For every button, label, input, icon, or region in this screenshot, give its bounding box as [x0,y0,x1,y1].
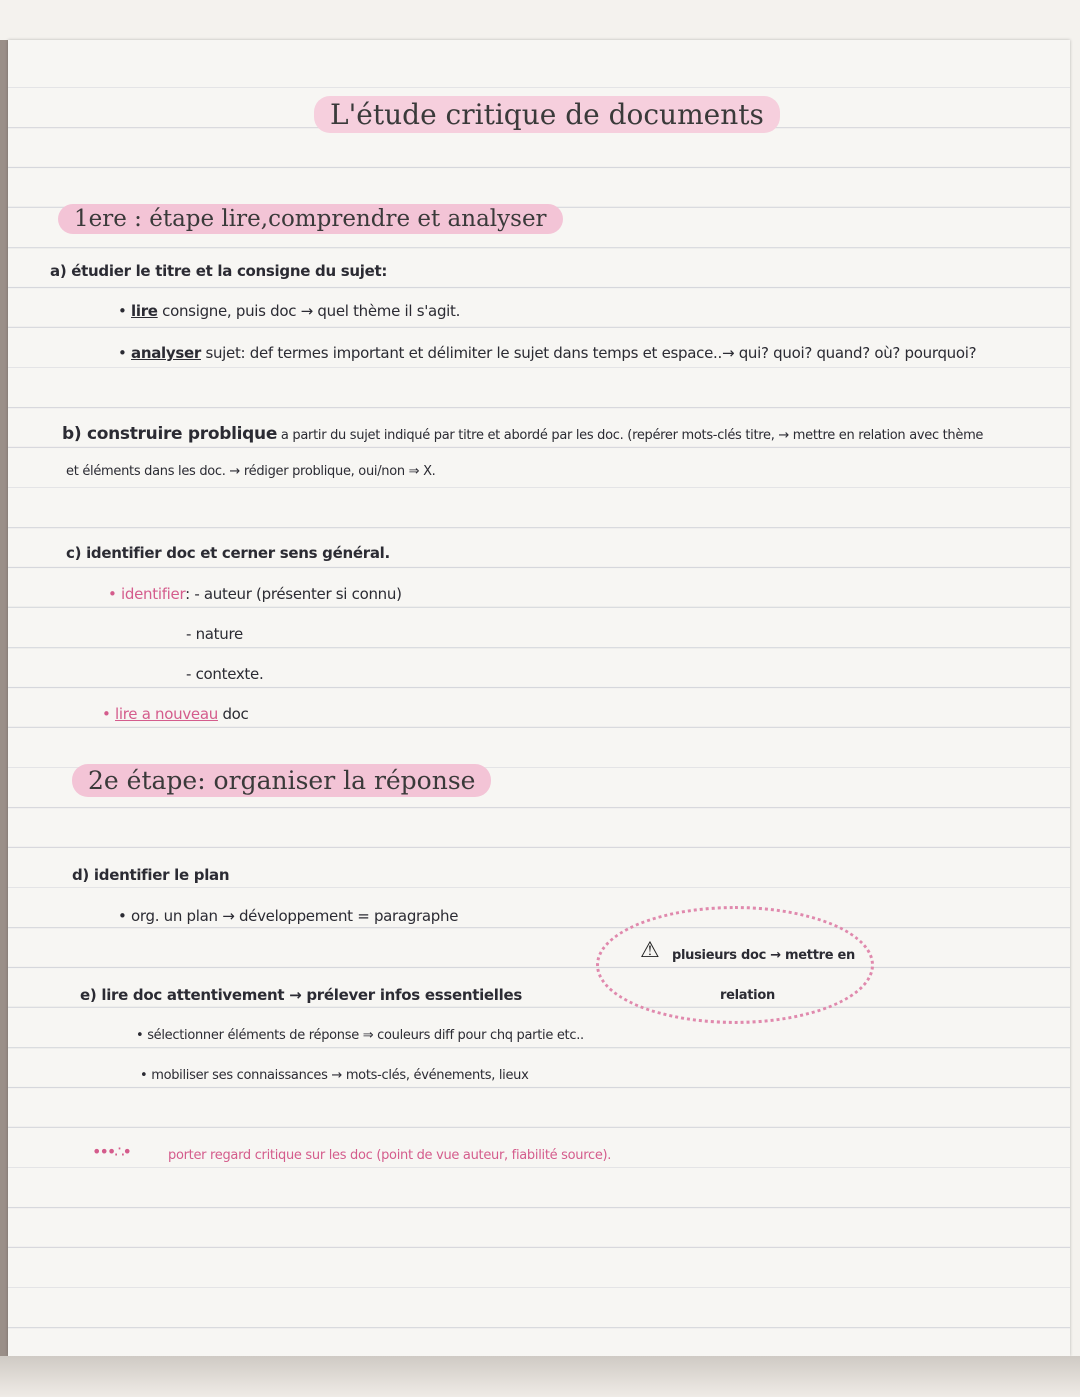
item-e-line1-text: sélectionner éléments de réponse ⇒ couleurs diff pour chq partie etc.. [147,1028,584,1043]
item-e-line1: • sélectionner éléments de réponse ⇒ couleurs diff pour chq partie etc.. [136,1028,584,1043]
item-a-line2: • analyser sujet: def termes important et délimiter le sujet dans temps et espace..→ qui? quoi? quand? où? pourquoi? [118,344,977,362]
section-2-heading: 2e étape: organiser la réponse [72,764,491,797]
item-d-line1: • org. un plan → développement = paragraphe [118,907,459,925]
item-c-nature: - nature [186,625,243,643]
keyword-identifier: identifier [121,585,186,603]
item-b-line1 [62,424,983,444]
item-a-line1: • lire consigne, puis doc → quel thème il s'agit. [118,302,461,320]
item-e-label: e) lire doc attentivement → prélever infos essentielles [80,986,522,1004]
item-c-reread-doc: doc [222,705,249,723]
footer-note: porter regard critique sur les doc (point de vue auteur, fiabilité source). [168,1148,612,1163]
item-a-label: a) étudier le titre et la consigne du sujet: [50,262,388,280]
item-b-label: b) construire problique [62,424,278,444]
item-c-label: c) identifier doc et cerner sens général. [66,544,390,562]
item-c-identify-line: • identifier: - auteur (présenter si connu) [108,585,402,603]
keyword-lire: lire [131,302,158,320]
item-a-line1-text: consigne, puis doc → quel thème il s'agit. [162,302,461,320]
keyword-lire-a-nouveau: lire a nouveau [115,705,218,723]
page-title: L'étude critique de documents [314,96,780,133]
page-bottom-edge [0,1356,1080,1397]
page-left-edge [0,40,8,1356]
sparkle-dots-icon: •••∴• [92,1142,130,1161]
item-e-line2: • mobiliser ses connaissances → mots-clés, événements, lieux [140,1068,529,1083]
keyword-analyser: analyser [131,344,201,362]
note-bubble [596,906,874,1024]
item-a-line2-text: sujet: def termes important et délimiter le sujet dans temps et espace..→ qui? quoi? quand? où? pourquoi? [205,344,977,362]
note-text-line2: relation [720,988,775,1003]
warning-icon: ⚠ [640,938,660,963]
section-1-heading: 1ere : étape lire,comprendre et analyser [58,204,563,234]
item-b-text1: a partir du sujet indiqué par titre et abordé par les doc. (repérer mots-clés titre, → mettre en relation avec thème [280,428,984,443]
note-text-line1: plusieurs doc → mettre en [672,948,855,963]
item-c-reread-line: • lire a nouveau doc [102,705,249,723]
item-c-author: - auteur (présenter si connu) [194,585,402,603]
item-d-label: d) identifier le plan [72,866,230,884]
item-b-line2: et éléments dans les doc. → rédiger problique, oui/non ⇒ X. [66,464,436,479]
item-c-context: - contexte. [186,665,264,683]
item-e-line2-text: mobiliser ses connaissances → mots-clés, événements, lieux [151,1068,529,1083]
item-d-line1-text: org. un plan → développement = paragraphe [131,907,459,925]
